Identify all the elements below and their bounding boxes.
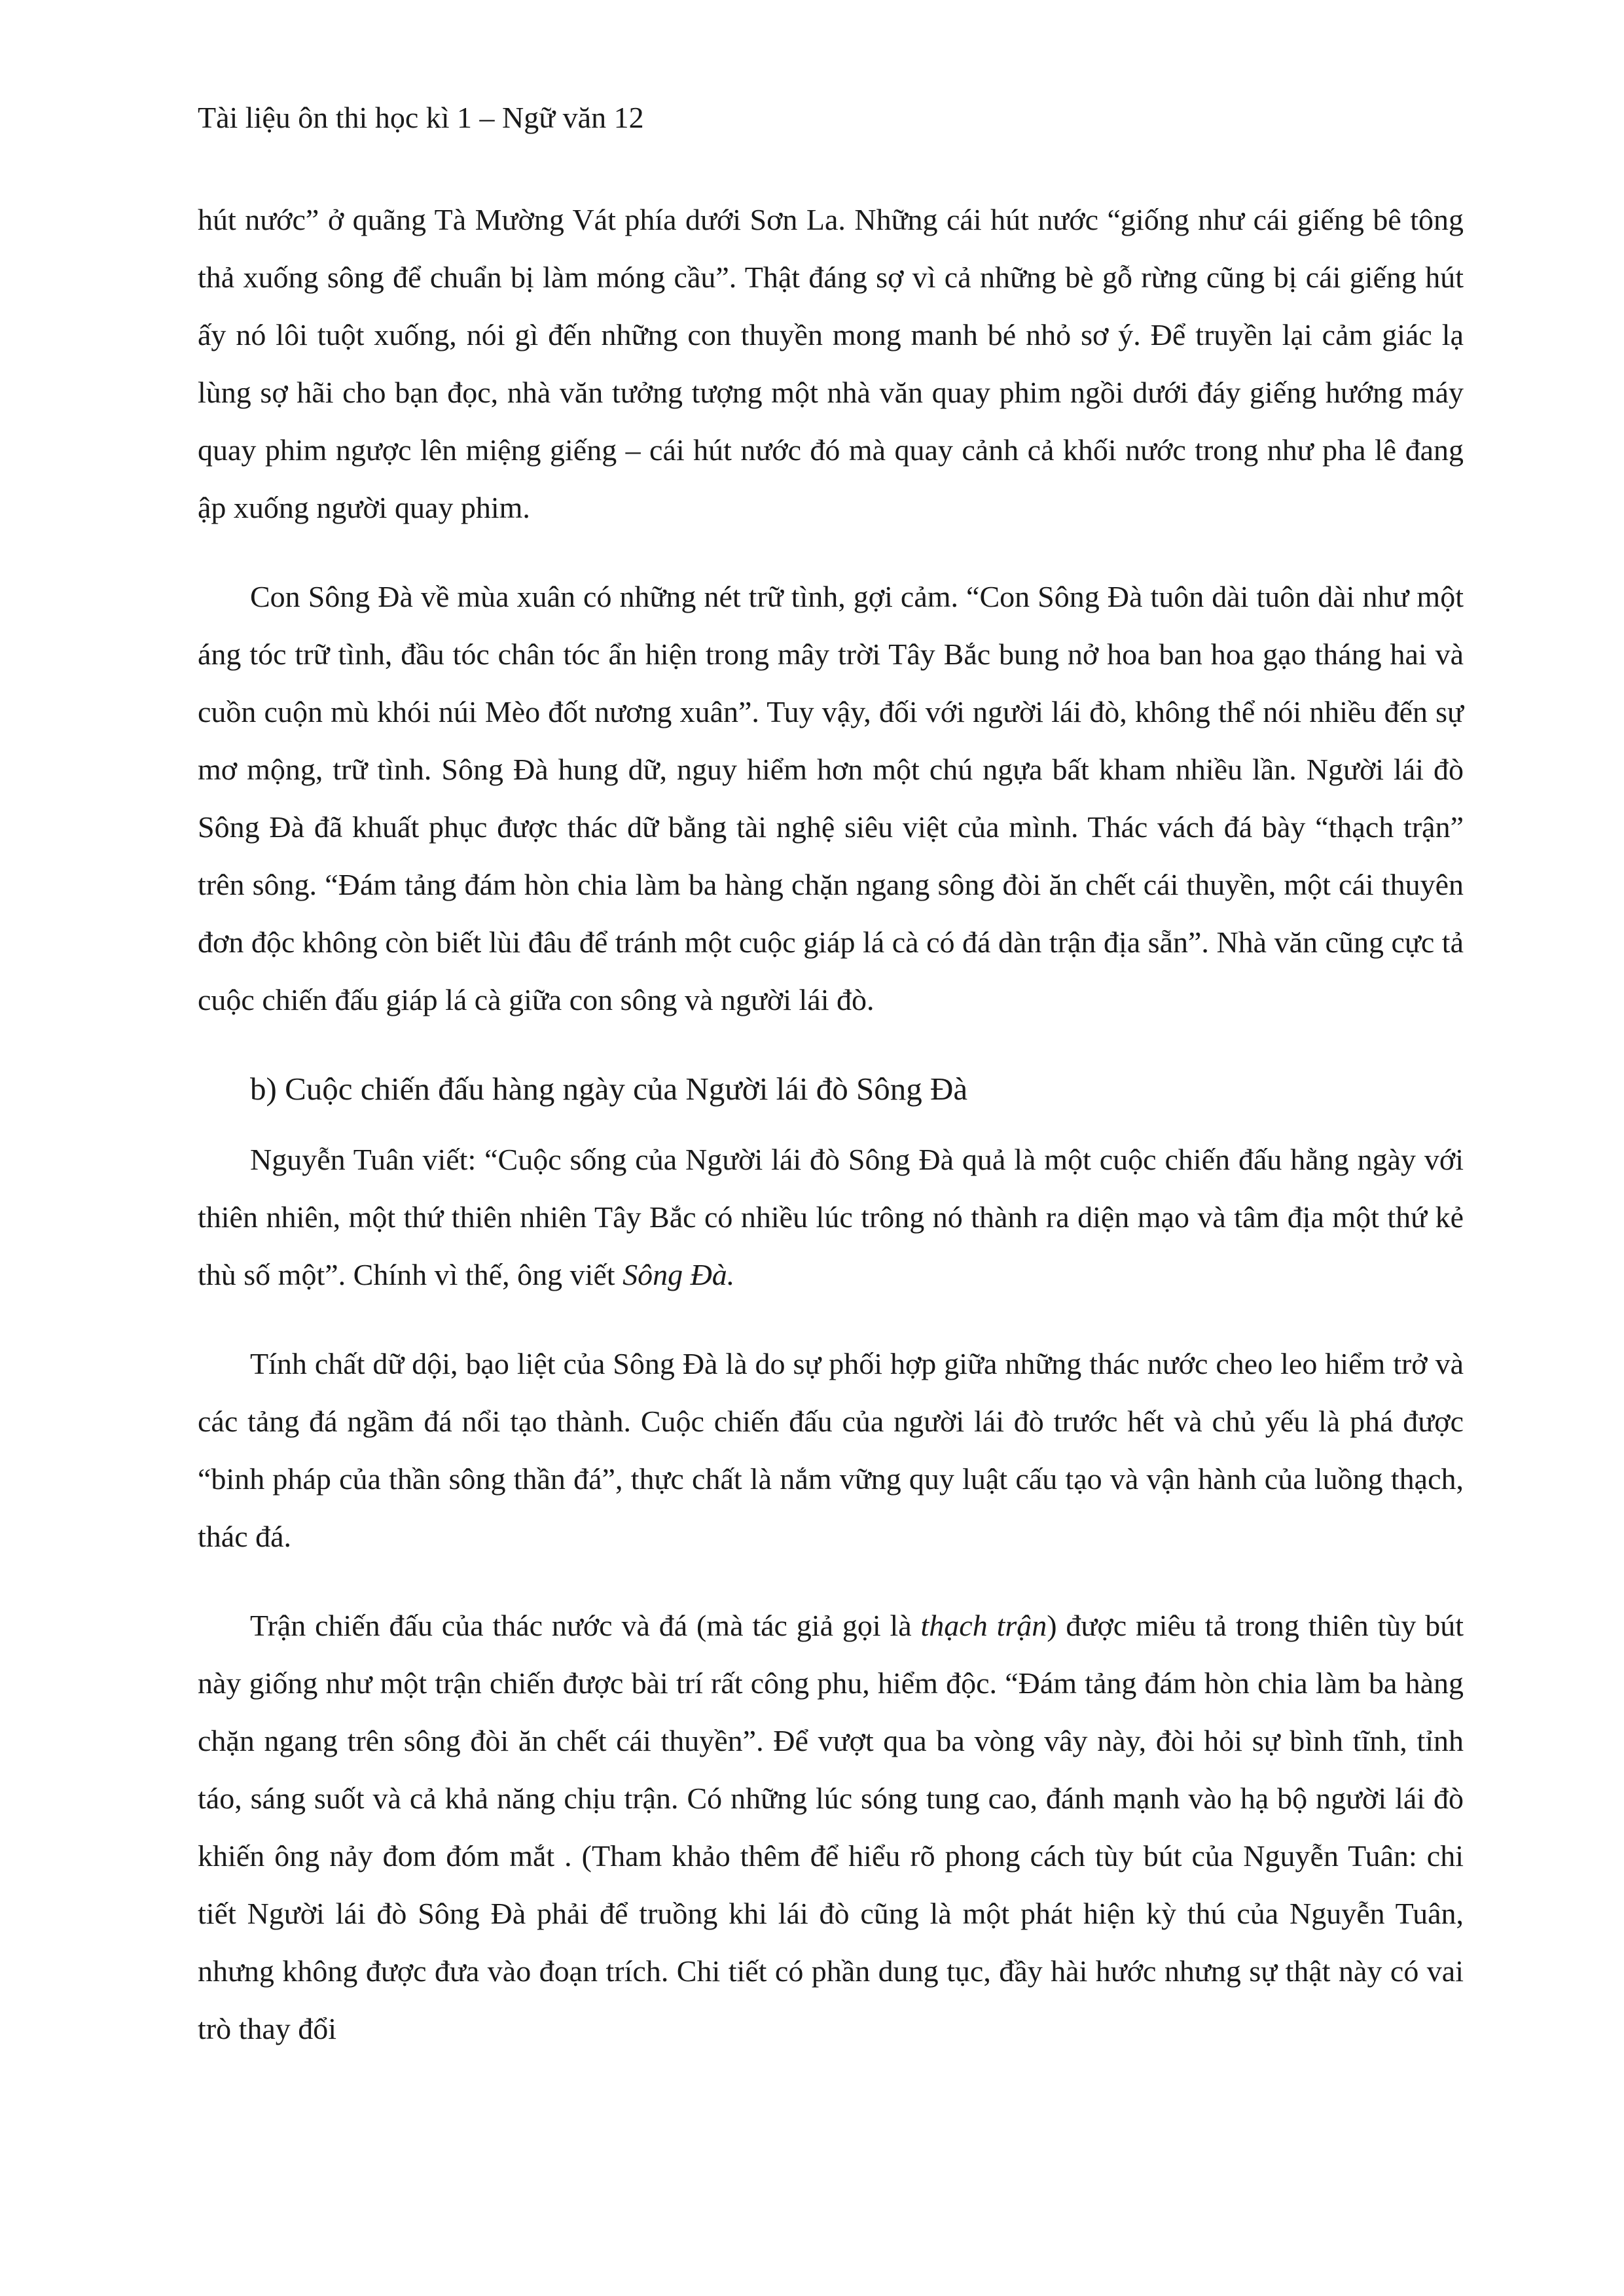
paragraph-battle-text-end: ) được miêu tả trong thiên tùy bút này giống như một trận chiến được bài trí rất công phu, hiểm độc. “Đám tảng đám hòn chia làm ba hàng chặn ngang trên sông đòi ăn chết cái thuyền”. Để vượt qua ba vòng vây này, đòi hỏi sự bình tĩnh, tỉnh táo, sáng suốt và cả khả năng chịu trận. Có những lúc sóng tung cao, đánh mạnh vào hạ bộ người lái đò khiến ông nảy đom đóm mắt . (Tham khảo thêm để hiểu rõ phong cách tùy bút của Nguyễn Tuân: chi tiết Người lái đò Sông Đà phải để truồng khi lái đò cũng là một phát hiện kỳ thú của Nguyễn Tuân, nhưng không được đưa vào đoạn trích. Chi tiết có phần dung tục, đầy hài hước nhưng sự thật này có vai trò thay đổi [198, 1609, 1464, 2045]
body-text [198, 191, 1464, 2089]
paragraph-whirlpool: hút nước” ở quãng Tà Mường Vát phía dưới Sơn La. Những cái hút nước “giống như cái giếng bê tông thả xuống sông để chuẩn bị làm móng cầu”. Thật đáng sợ vì cả những bè gỗ rừng cũng bị cái giếng hút ấy nó lôi tuột xuống, nói gì đến những con thuyền mong manh bé nhỏ sơ ý. Để truyền lại cảm giác lạ lùng sợ hãi cho bạn đọc, nhà văn tưởng tượng một nhà văn quay phim ngồi dưới đáy giếng hướng máy quay phim ngược lên miệng giếng – cái hút nước đó mà quay cảnh cả khối nước trong như pha lê đang ập xuống người quay phim. [198, 203, 1464, 524]
running-header: Tài liệu ôn thi học kì 1 – Ngữ văn 12 [198, 101, 644, 134]
italic-thach-tran: thạch trận [920, 1609, 1047, 1642]
paragraph-quote-text: Nguyễn Tuân viết: “Cuộc sống của Người lái đò Sông Đà quả là một cuộc chiến đấu hằng ngày với thiên nhiên, một thứ thiên nhiên Tây Bắc có nhiều lúc trông nó thành ra diện mạo và tâm địa một thứ kẻ thù số một”. Chính vì thế, ông viết [198, 1143, 1464, 1291]
paragraph-river-nature: Tính chất dữ dội, bạo liệt của Sông Đà là do sự phối hợp giữa những thác nước cheo leo hiểm trở và các tảng đá ngầm đá nổi tạo thành. Cuộc chiến đấu của người lái đò trước hết và chủ yếu là phá được “binh pháp của thần sông thần đá”, thực chất là nắm vững quy luật cấu tạo và vận hành của luồng thạch, thác đá. [198, 1347, 1464, 1553]
italic-title-song-da: Sông Đà. [623, 1258, 735, 1291]
paragraph-nguyen-tuan-quote [198, 1131, 1464, 1304]
section-heading-b: b) Cuộc chiến đấu hàng ngày của Người lái đò Sông Đà [250, 1071, 968, 1107]
paragraph-spring-river: Con Sông Đà về mùa xuân có những nét trữ tình, gợi cảm. “Con Sông Đà tuôn dài tuôn dài như một áng tóc trữ tình, đầu tóc chân tóc ẩn hiện trong mây trời Tây Bắc bung nở hoa ban hoa gạo tháng hai và cuồn cuộn mù khói núi Mèo đốt nương xuân”. Tuy vậy, đối với người lái đò, không thể nói nhiều đến sự mơ mộng, trữ tình. Sông Đà hung dữ, nguy hiểm hơn một chú ngựa bất kham nhiều lần. Người lái đò Sông Đà đã khuất phục được thác dữ bằng tài nghệ siêu việt của mình. Thác vách đá bày “thạch trận” trên sông. “Đám tảng đám hòn chia làm ba hàng chặn ngang sông đòi ăn chết cái thuyền, một cái thuyên đơn độc không còn biết lùi đâu để tránh một cuộc giáp lá cà có đá dàn trận địa sẵn”. Nhà văn cũng cực tả cuộc chiến đấu giáp lá cà giữa con sông và người lái đò. [198, 580, 1464, 1016]
paragraph-battle-text-start: Trận chiến đấu của thác nước và đá (mà tác giả gọi là [250, 1609, 921, 1642]
paragraph-stone-battle [198, 1597, 1464, 2058]
